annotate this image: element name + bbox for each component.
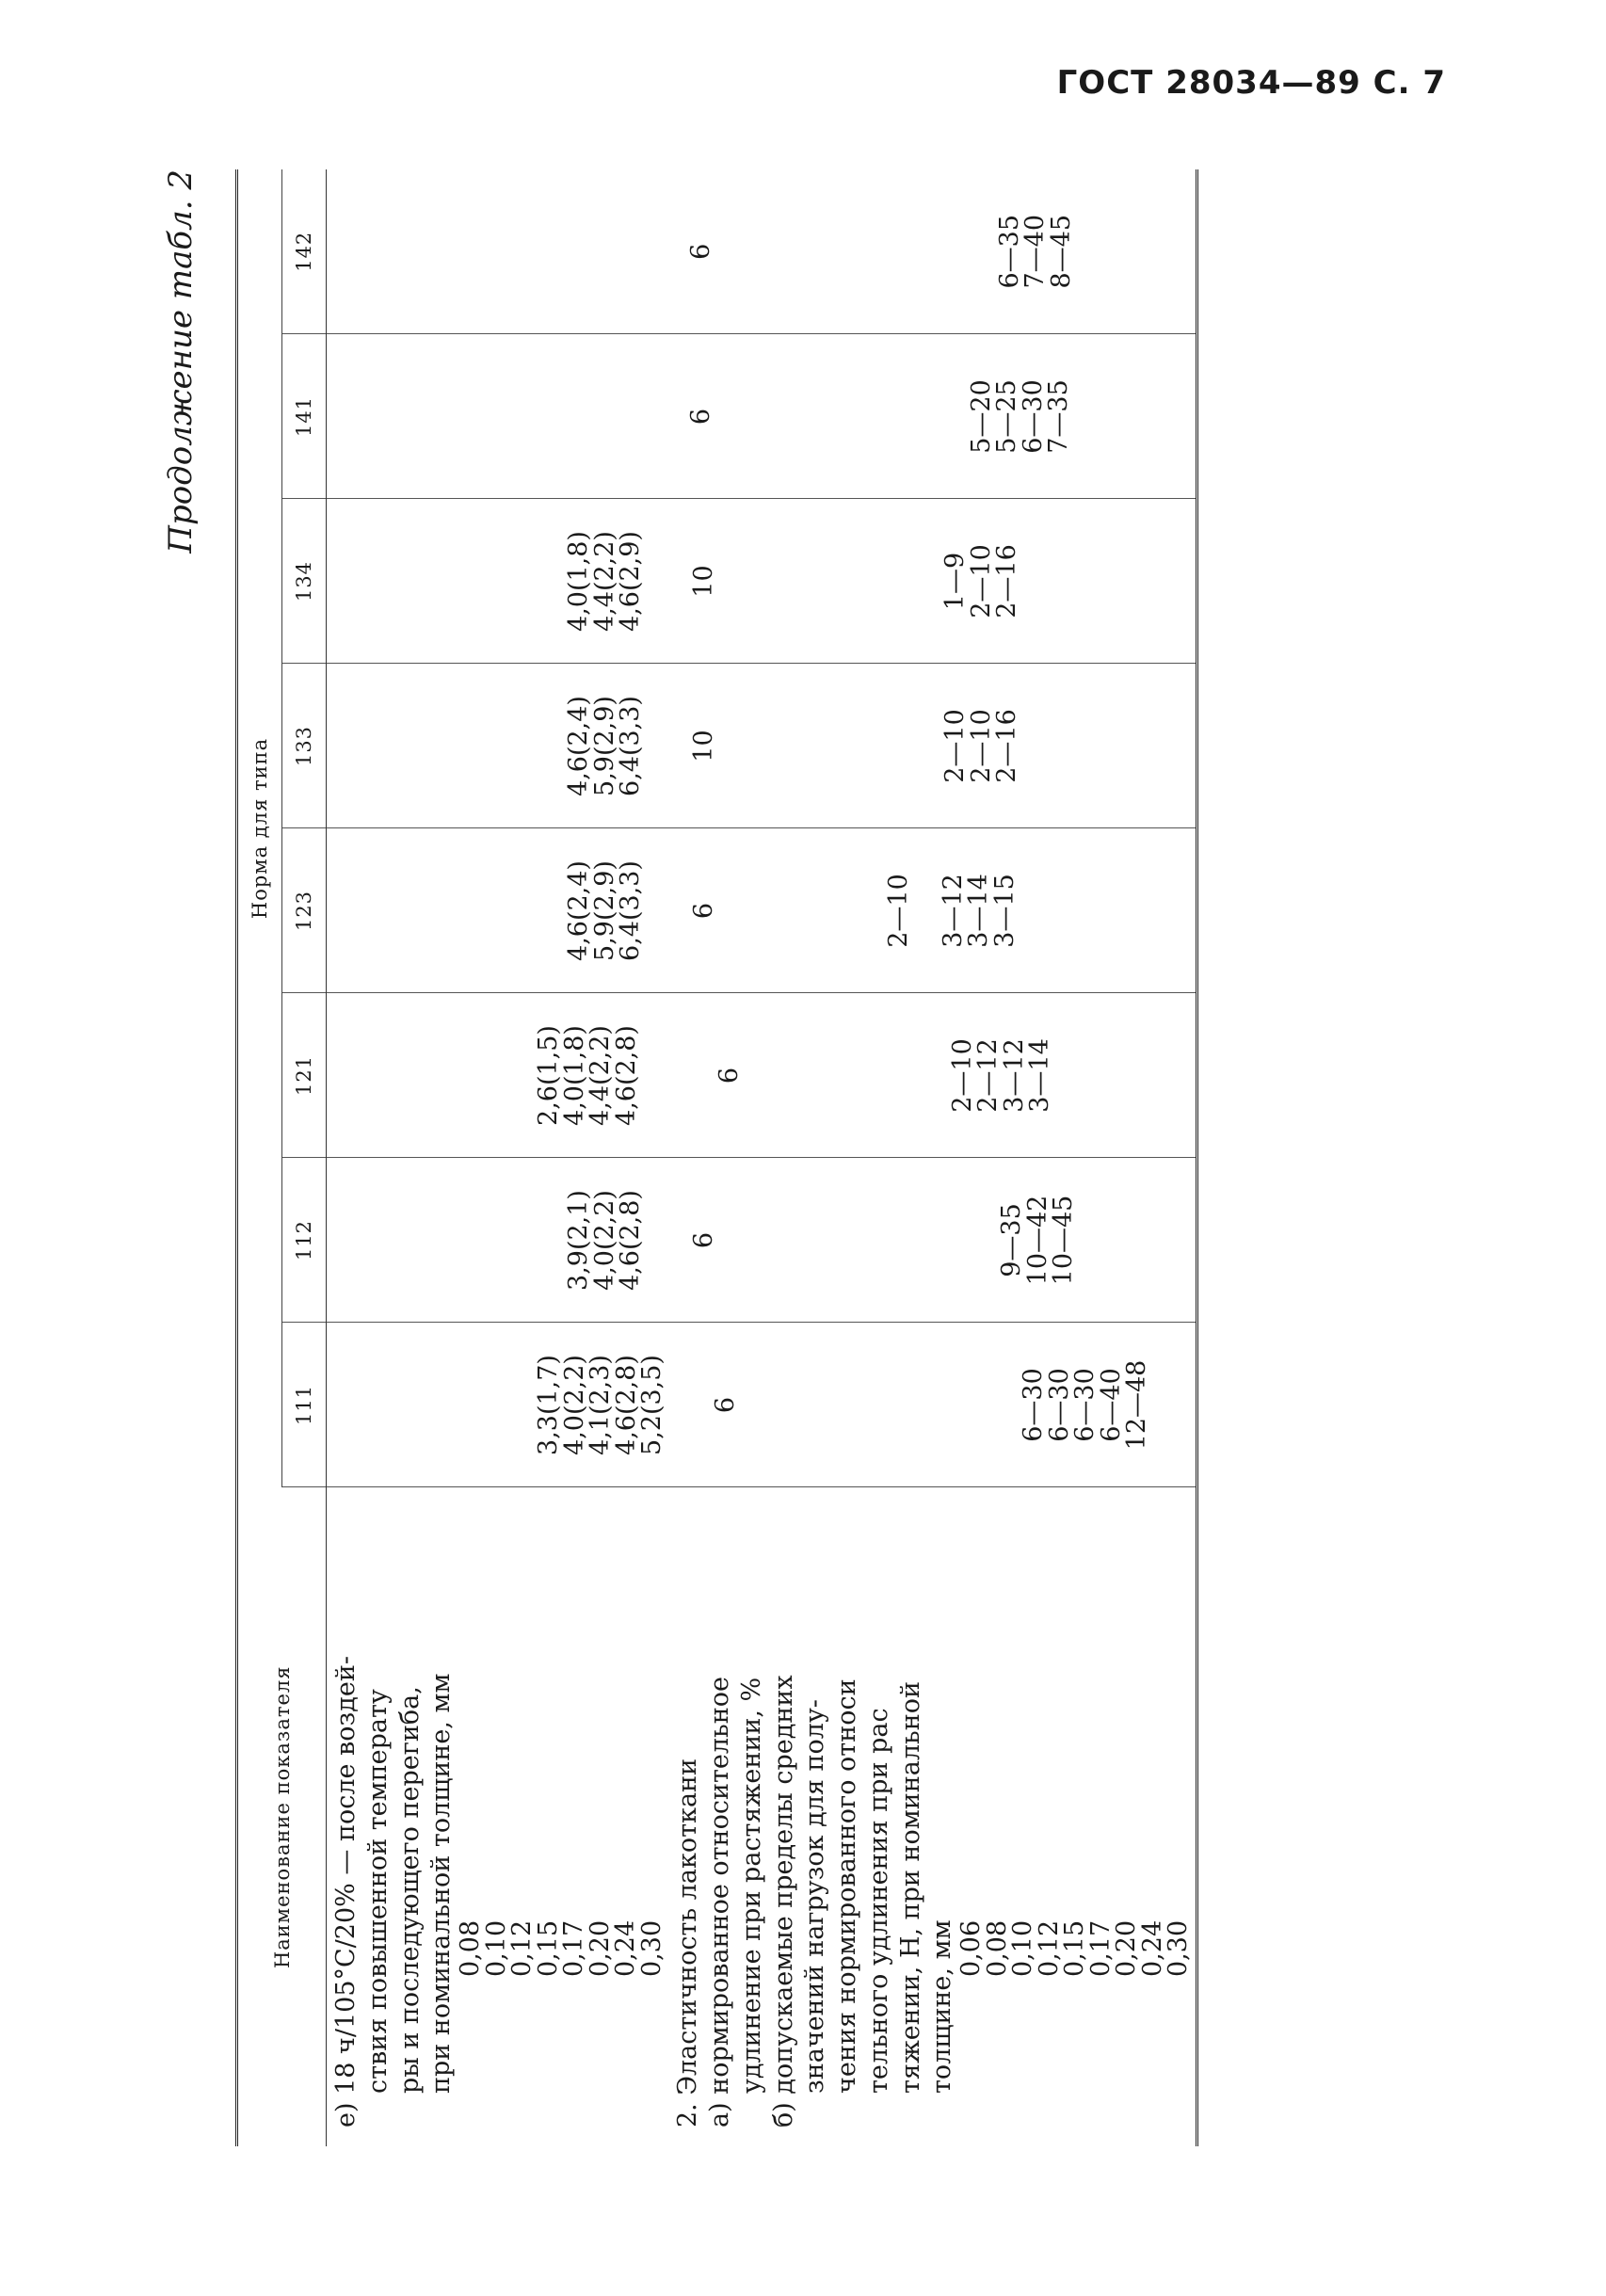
norm-column-header: Норма для типа bbox=[237, 169, 282, 1487]
page-header: ГОСТ 28034—89 С. 7 bbox=[1056, 64, 1446, 102]
type-header-133: 133 bbox=[282, 664, 327, 828]
values-type-123: 4,6(2,4) 5,9(2,9) 6,4(3,3) 6 2—10 3—12 3—14 3—15 bbox=[327, 828, 1197, 993]
row-e-title: е) 18 ч/105°С/20% — после воздей- ствия повышенной температу ры и последующего перегиба, при номинальной толщине, мм bbox=[331, 1656, 457, 2127]
row-elasticity-title: 2. Эластичность лакоткани bbox=[673, 1758, 703, 2127]
type-header-112: 112 bbox=[282, 1158, 327, 1323]
row-b-thickness-list: 0,06 0,08 0,10 0,12 0,15 0,17 0,20 0,24 0,30 bbox=[956, 1919, 1194, 1977]
type-header-111: 111 bbox=[282, 1323, 327, 1487]
indicator-names-cell bbox=[327, 1487, 1197, 2146]
values-type-133: 4,6(2,4) 5,9(2,9) 6,4(3,3) 10 2—10 2—10 2—16 bbox=[327, 664, 1197, 828]
type-header-134: 134 bbox=[282, 499, 327, 664]
rotated-table-region bbox=[162, 169, 1480, 2146]
values-type-111: 3,3(1,7) 4,0(2,2) 4,1(2,3) 4,6(2,8) 5,2(3,5) 6 6—30 6—30 6—30 6—40 12—48 bbox=[327, 1323, 1197, 1487]
row-b-title: б) допускаемые пределы средних значений нагрузок для полу- чения нормированного относи тельного удлинения при рас тяжении, Н, при номинальной толщине, мм bbox=[768, 1675, 957, 2127]
type-header-141: 141 bbox=[282, 334, 327, 499]
properties-table bbox=[235, 169, 1198, 2146]
row-a-title: а) нормированное относительное удлинение при растяжении, % bbox=[705, 1677, 766, 2127]
row-e-thickness-list: 0,08 0,10 0,12 0,15 0,17 0,20 0,24 0,30 bbox=[456, 1919, 666, 1977]
type-header-142: 142 bbox=[282, 169, 327, 334]
values-type-134: 4,0(1,8) 4,4(2,2) 4,6(2,9) 10 1—9 2—10 2—16 bbox=[327, 499, 1197, 664]
table-body-row bbox=[327, 169, 1197, 2146]
type-header-121: 121 bbox=[282, 993, 327, 1158]
values-type-121: 2,6(1,5) 4,0(1,8) 4,4(2,2) 4,6(2,8) 6 2—10 2—12 3—12 3—14 bbox=[327, 993, 1197, 1158]
values-type-141: 6 5—20 5—25 6—30 7—35 bbox=[327, 334, 1197, 499]
values-type-142: 6 6—35 7—40 8—45 bbox=[327, 169, 1197, 334]
name-column-header: Наименование показателя bbox=[237, 1487, 327, 2146]
type-header-123: 123 bbox=[282, 828, 327, 993]
values-type-112: 3,9(2,1) 4,0(2,2) 4,6(2,8) 6 9—35 10—42 10—45 bbox=[327, 1158, 1197, 1323]
table-continuation-label: Продолжение табл. 2 bbox=[162, 169, 200, 554]
